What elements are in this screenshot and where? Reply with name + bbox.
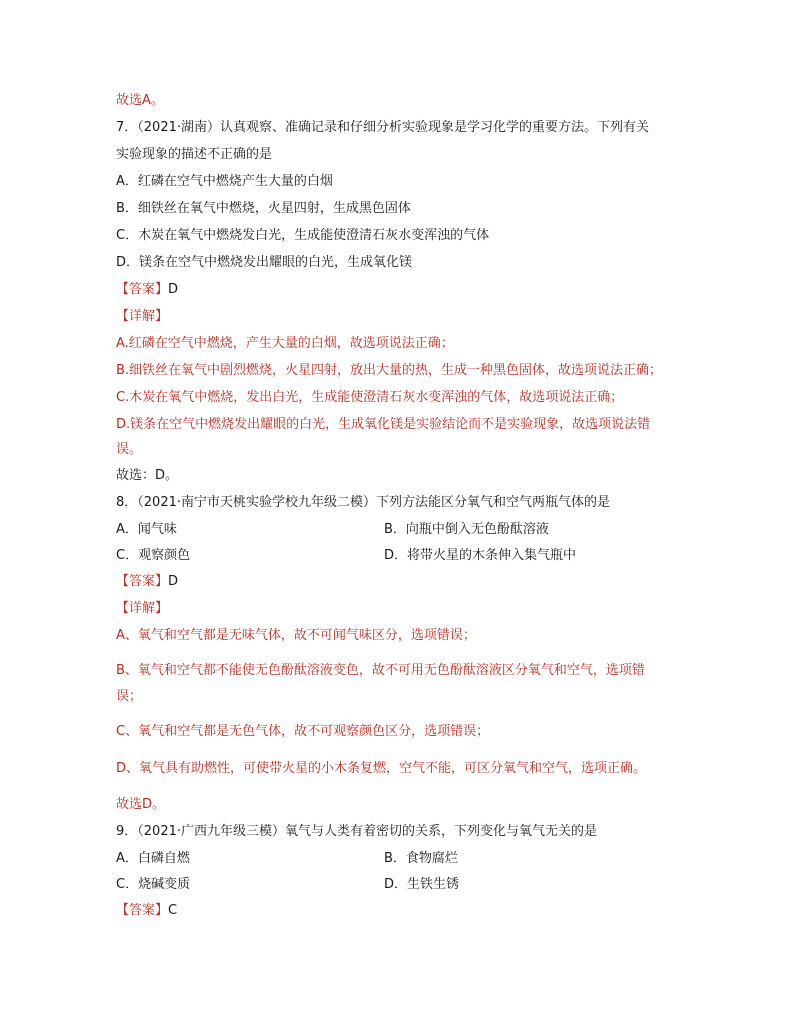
q7-detail-b: B.细铁丝在氧气中剧烈燃烧，火星四射，放出大量的热，生成一种黑色固体，故选项说法正确； bbox=[116, 363, 663, 378]
q9-option-d: D．生铁生锈 bbox=[384, 877, 460, 892]
q8-detail-b-line-2: 误； bbox=[116, 689, 143, 704]
q7-conclusion: 故选：D。 bbox=[116, 468, 179, 483]
q9-stem: 9．（2021·广西九年级三模）氧气与人类有着密切的关系，下列变化与氧气无关的是 bbox=[116, 824, 597, 839]
q9-answer-label: 【答案】 bbox=[116, 903, 169, 918]
q8-option-a: A．闻气味 bbox=[116, 522, 177, 537]
q7-option-d: D．镁条在空气中燃烧发出耀眼的白光，生成氧化镁 bbox=[116, 255, 413, 270]
q7-option-c: C．木炭在氧气中燃烧发白光，生成能使澄清石灰水变浑浊的气体 bbox=[116, 228, 490, 243]
q9-option-a: A．白磷自燃 bbox=[116, 851, 190, 866]
q8-option-b: B．向瓶中倒入无色酚酞溶液 bbox=[384, 522, 549, 537]
q8-detail-d: D、氧气具有助燃性，可使带火星的小木条复燃，空气不能，可区分氧气和空气，选项正确。 bbox=[116, 761, 647, 776]
q7-answer-label: 【答案】 bbox=[116, 282, 169, 297]
q8-detail-a: A、氧气和空气都是无味气体，故不可闻气味区分，选项错误； bbox=[116, 628, 476, 643]
q9-answer bbox=[116, 902, 177, 920]
q7-detail-d-line-1: D.镁条在空气中燃烧发出耀眼的白光，生成氧化镁是实验结论而不是实验现象，故选项说法错 bbox=[116, 417, 651, 432]
q7-detail-d-line-2: 误。 bbox=[116, 442, 143, 457]
q8-option-c: C．观察颜色 bbox=[116, 548, 191, 563]
q7-option-b: B．细铁丝在氧气中燃烧，火星四射，生成黑色固体 bbox=[116, 201, 411, 216]
q7-detail-c: C.木炭在氧气中燃烧，发出白光，生成能使澄清石灰水变浑浊的气体，故选项说法正确； bbox=[116, 390, 624, 405]
q7-detail-a: A.红磷在空气中燃烧，产生大量的白烟，故选项说法正确； bbox=[116, 336, 454, 351]
q8-answer-value: D bbox=[168, 574, 179, 589]
q8-stem: 8．（2021·南宁市天桃实验学校九年级二模）下列方法能区分氧气和空气两瓶气体的是 bbox=[116, 495, 610, 510]
q8-conclusion: 故选D。 bbox=[116, 797, 166, 812]
q8-detail-b-line-1: B、氧气和空气都不能使无色酚酞溶液变色，故不可用无色酚酞溶液区分氧气和空气，选项错 bbox=[116, 663, 645, 678]
q7-stem-line-2: 实验现象的描述不正确的是 bbox=[116, 147, 273, 162]
q9-option-b: B．食物腐烂 bbox=[384, 851, 458, 866]
q7-option-a: A．红磷在空气中燃烧产生大量的白烟 bbox=[116, 174, 333, 189]
q7-answer bbox=[116, 281, 178, 299]
q8-answer bbox=[116, 573, 178, 591]
q8-detail-c: C、氧气和空气都是无色气体，故不可观察颜色区分，选项错误； bbox=[116, 724, 490, 739]
q8-option-d: D．将带火星的木条伸入集气瓶中 bbox=[384, 548, 577, 563]
q7-answer-value: D bbox=[168, 282, 179, 297]
q9-option-c: C．烧碱变质 bbox=[116, 877, 191, 892]
q7-stem-line-1: 7．（2021·湖南）认真观察、准确记录和仔细分析实验现象是学习化学的重要方法。下列有关 bbox=[116, 120, 649, 135]
q6-conclusion: 故选A。 bbox=[116, 93, 164, 108]
q7-detail-label: 【详解】 bbox=[116, 309, 169, 324]
q9-answer-value: C bbox=[168, 903, 178, 918]
q8-detail-label: 【详解】 bbox=[116, 601, 169, 616]
q8-answer-label: 【答案】 bbox=[116, 574, 169, 589]
